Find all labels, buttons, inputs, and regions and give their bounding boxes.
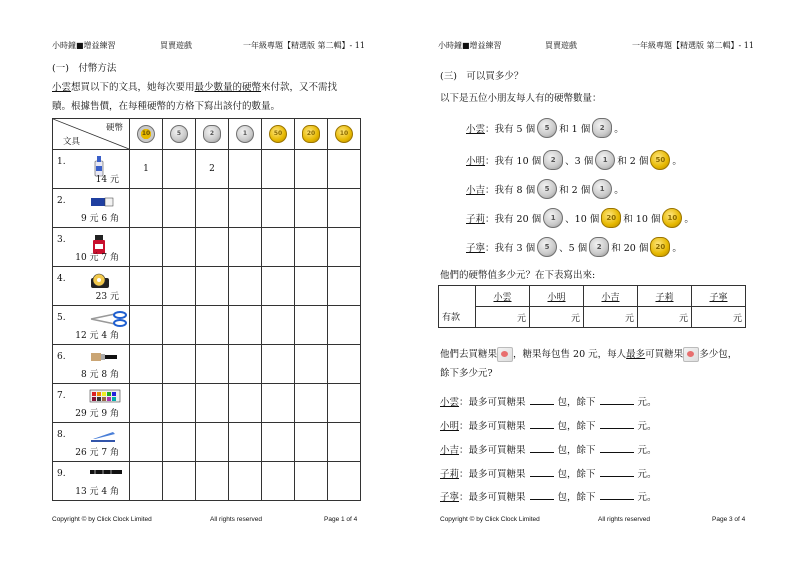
- coin-count-cell[interactable]: [295, 189, 328, 228]
- coin-count-cell[interactable]: [262, 228, 295, 267]
- instructions-text-3: 贖。根據售價，在每種硬幣的方格下寫出該付的數量。: [52, 101, 281, 112]
- table-row: [53, 384, 361, 423]
- coin-count-cell[interactable]: [328, 189, 361, 228]
- pack-text: 包，餘下: [557, 445, 596, 456]
- footer-copyright: Copyright © by Click Clock Limited: [52, 516, 152, 523]
- kid-coin-text: ：我有 8 個: [485, 185, 536, 196]
- kid-coin-line: [466, 150, 682, 170]
- footer-rights: All rights reserved: [210, 516, 263, 523]
- corner-label-items: 文具: [63, 137, 81, 147]
- ten-cent-coin-icon: 10: [335, 125, 353, 143]
- candy-answer-line: [440, 489, 657, 503]
- coin-count-cell[interactable]: [163, 462, 196, 501]
- item-price: 14 元: [95, 175, 119, 185]
- instructions-text-2: 來付款，又不需找: [261, 82, 338, 93]
- corner-label-coins: 硬幣: [105, 123, 123, 133]
- coin-column-header: [130, 119, 163, 150]
- sum-table-name: 小吉: [601, 292, 620, 303]
- candy-answer-line: [440, 394, 657, 408]
- sum-table-name: 子莉: [655, 292, 674, 303]
- table-row: [53, 189, 361, 228]
- header-left: 小時鐘■增益練習: [438, 41, 502, 50]
- item-cell: [53, 345, 130, 384]
- kid-coin-text: 和 10 個: [623, 214, 661, 225]
- coin-2-icon: 2: [543, 150, 563, 170]
- kid-coin-line: [466, 208, 694, 228]
- sum-table-header-cell: [638, 286, 692, 307]
- kid-name: 小吉: [440, 445, 460, 456]
- sum-unit: 元: [570, 313, 580, 324]
- coin-count-cell[interactable]: [196, 306, 229, 345]
- coin-count-cell[interactable]: [328, 150, 361, 189]
- item-cell: [53, 189, 130, 228]
- item-price: 29 元 9 角: [75, 409, 119, 419]
- coin-1-icon: 1: [592, 179, 612, 199]
- coin-count-cell[interactable]: [262, 423, 295, 462]
- item-cell: [53, 462, 130, 501]
- coin-count-cell[interactable]: [262, 267, 295, 306]
- kid-name: 子莉: [466, 214, 486, 225]
- coin-count-cell[interactable]: [295, 150, 328, 189]
- coin-count-cell[interactable]: [229, 228, 262, 267]
- coin-column-header: [229, 119, 262, 150]
- candy-icon: [683, 347, 699, 362]
- coin-count-cell[interactable]: [163, 384, 196, 423]
- table-row: [53, 228, 361, 267]
- candy-question-text-1: 他們去買糖果: [440, 349, 498, 360]
- packs-answer-blank[interactable]: [530, 499, 554, 500]
- kid-coin-text: 。: [614, 124, 624, 135]
- coin-column-header: [163, 119, 196, 150]
- item-cell: [53, 267, 130, 306]
- coin-count-cell[interactable]: [196, 189, 229, 228]
- coin-count-cell[interactable]: [295, 228, 328, 267]
- coin-count-cell[interactable]: [295, 423, 328, 462]
- kid-name: 子莉: [440, 469, 460, 480]
- kid-name: 小吉: [466, 185, 486, 196]
- coin-count-cell[interactable]: [229, 267, 262, 306]
- coin-5-icon: 5: [537, 179, 557, 199]
- kid-coin-line: [466, 179, 624, 199]
- item-cell: [53, 228, 130, 267]
- item-price: 10 元 7 角: [75, 253, 119, 263]
- footer-page: Page 1 of 4: [324, 516, 358, 523]
- coin-count-cell[interactable]: [196, 345, 229, 384]
- candy-answer-line: [440, 418, 657, 432]
- footer-rights: All rights reserved: [598, 516, 651, 523]
- kid-coin-text: 和 1 個: [559, 124, 591, 135]
- coin-count-cell[interactable]: [229, 150, 262, 189]
- coin-column-header: [295, 119, 328, 150]
- table-row: [53, 345, 361, 384]
- remaining-answer-blank[interactable]: [600, 476, 634, 477]
- sum-question: 他們的硬幣值多少元？在下表寫出來:: [440, 270, 596, 281]
- coin-count-cell[interactable]: [229, 306, 262, 345]
- coin-count-cell[interactable]: [262, 306, 295, 345]
- fifty-cent-coin-icon: 50: [269, 125, 287, 143]
- footer-copyright: Copyright © by Click Clock Limited: [440, 516, 540, 523]
- item-price: 26 元 7 角: [75, 448, 119, 458]
- item-number: 2.: [57, 196, 66, 206]
- sum-answer-cell[interactable]: [638, 307, 692, 328]
- coin-count-cell[interactable]: [295, 462, 328, 501]
- coin-count-cell[interactable]: [262, 462, 295, 501]
- table-row: [53, 306, 361, 345]
- sum-unit: 元: [678, 313, 688, 324]
- item-number: 6.: [57, 352, 66, 362]
- kid-coin-text: ：我有 3 個: [485, 243, 536, 254]
- kid-name: 子寧: [440, 492, 460, 503]
- coin-count-cell[interactable]: [229, 384, 262, 423]
- coin-count-cell[interactable]: [328, 462, 361, 501]
- sum-table-corner: [439, 286, 476, 307]
- pack-text: 包，餘下: [557, 421, 596, 432]
- table-row: [53, 462, 361, 501]
- item-cell: [53, 150, 130, 189]
- yuan-text: 元。: [637, 492, 657, 503]
- coin-count-cell[interactable]: [262, 345, 295, 384]
- yuan-text: 元。: [637, 469, 657, 480]
- item-number: 9.: [57, 469, 66, 479]
- coin-count-cell[interactable]: [163, 345, 196, 384]
- item-number: 4.: [57, 274, 66, 284]
- coin-count-cell[interactable]: 1: [130, 150, 163, 189]
- coin-count-cell[interactable]: [130, 189, 163, 228]
- candy-answer-line: [440, 442, 657, 456]
- item-cell: [53, 423, 130, 462]
- coin-column-header: [262, 119, 295, 150]
- sum-answer-cell[interactable]: [692, 307, 746, 328]
- sum-table-header-cell: [584, 286, 638, 307]
- remaining-answer-blank[interactable]: [600, 428, 634, 429]
- instructions-text-1: 想買以下的文具，她每次要用: [71, 82, 195, 93]
- instructions: [52, 78, 362, 116]
- kid-name: 小雲: [440, 397, 460, 408]
- header-right: 一年級專題【精選版 第二輯】- 11: [632, 41, 754, 50]
- sum-table-header-cell: [476, 286, 530, 307]
- packs-answer-blank[interactable]: [530, 452, 554, 453]
- coin-count-cell[interactable]: [295, 267, 328, 306]
- coin-2-icon: 2: [589, 237, 609, 257]
- sum-unit: 元: [624, 313, 634, 324]
- kid-name: 小明: [466, 156, 486, 167]
- kid-name: 小雲: [466, 124, 486, 135]
- coin-count-cell[interactable]: [229, 189, 262, 228]
- kid-coin-line: [466, 237, 682, 257]
- coin-1-icon: 1: [595, 150, 615, 170]
- kid-coin-text: 。: [672, 243, 682, 254]
- instructions-emphasis: 最少數量的硬幣: [194, 82, 262, 93]
- coin-count-cell[interactable]: [229, 345, 262, 384]
- yuan-text: 元。: [637, 445, 657, 456]
- item-cell: [53, 384, 130, 423]
- coin-5-icon: 5: [537, 118, 557, 138]
- coin-count-cell[interactable]: [295, 345, 328, 384]
- item-price: 12 元 4 角: [75, 331, 119, 341]
- candy-icon: [497, 347, 513, 362]
- coin-count-cell[interactable]: [328, 306, 361, 345]
- table-row: [53, 423, 361, 462]
- kid-coin-text: 。: [684, 214, 694, 225]
- coin-count-cell[interactable]: [328, 345, 361, 384]
- coin-count-cell[interactable]: [295, 384, 328, 423]
- sum-unit: 元: [516, 313, 526, 324]
- packs-answer-blank[interactable]: [530, 404, 554, 405]
- one-dollar-coin-icon: 1: [236, 125, 254, 143]
- table-row: [53, 267, 361, 306]
- pack-text: 包，餘下: [557, 492, 596, 503]
- kid-coin-text: 和 20 個: [611, 243, 649, 254]
- paintbrush-icon: [89, 350, 119, 367]
- coin-20-icon: 20: [650, 237, 670, 257]
- sum-answer-cell[interactable]: [476, 307, 530, 328]
- header-right: 一年級專題【精選版 第二輯】- 11: [243, 41, 365, 50]
- kid-coin-text: 。: [672, 156, 682, 167]
- kid-coin-text: ：我有 20 個: [485, 214, 542, 225]
- sum-table-header-cell: [530, 286, 584, 307]
- coin-count-cell[interactable]: [328, 228, 361, 267]
- coin-count-cell[interactable]: [196, 384, 229, 423]
- coin-count-cell[interactable]: [163, 189, 196, 228]
- kid-coin-line: [466, 118, 624, 138]
- coin-count-cell[interactable]: [262, 384, 295, 423]
- coin-count-cell[interactable]: [229, 462, 262, 501]
- buy-text: ：最多可買糖果: [459, 469, 526, 480]
- coin-count-cell[interactable]: [163, 150, 196, 189]
- coin-count-cell[interactable]: [130, 306, 163, 345]
- coin-count-cell[interactable]: [130, 423, 163, 462]
- ten-dollar-coin-icon: 10: [137, 125, 155, 143]
- item-price: 13 元 4 角: [75, 487, 119, 497]
- kid-coin-text: 和 2 個: [559, 185, 591, 196]
- item-cell: [53, 306, 130, 345]
- coin-count-cell[interactable]: [262, 189, 295, 228]
- coin-count-cell[interactable]: [130, 228, 163, 267]
- candy-answer-line: [440, 466, 657, 480]
- twenty-cent-coin-icon: 20: [302, 125, 320, 143]
- remaining-answer-blank[interactable]: [600, 499, 634, 500]
- kid-name: 小明: [440, 421, 460, 432]
- coin-count-cell[interactable]: [196, 267, 229, 306]
- remaining-answer-blank[interactable]: [600, 404, 634, 405]
- pack-text: 包，餘下: [557, 397, 596, 408]
- coin-count-cell[interactable]: [130, 462, 163, 501]
- section-title: (三) 可以買多少？: [440, 71, 524, 82]
- coin-1-icon: 1: [543, 208, 563, 228]
- coin-count-cell[interactable]: [130, 345, 163, 384]
- coin-10-icon: 10: [662, 208, 682, 228]
- paint-set-icon: [89, 389, 121, 406]
- coin-count-cell[interactable]: [229, 423, 262, 462]
- yuan-text: 元。: [637, 421, 657, 432]
- kid-name: 子寧: [466, 243, 486, 254]
- coin-count-cell[interactable]: [328, 423, 361, 462]
- candy-question-emphasis: 最多: [626, 349, 646, 360]
- header-center: 買賣遊戲: [545, 41, 577, 50]
- kid-coin-text: 和 2 個: [617, 156, 649, 167]
- worksheet-page-right: [400, 0, 800, 566]
- coin-column-header: [328, 119, 361, 150]
- packs-answer-blank[interactable]: [530, 428, 554, 429]
- coin-count-cell[interactable]: [163, 228, 196, 267]
- item-number: 8.: [57, 430, 66, 440]
- sum-answer-cell[interactable]: [530, 307, 584, 328]
- sum-answer-cell[interactable]: [584, 307, 638, 328]
- candy-question-text-3: 可買糖果: [645, 349, 684, 360]
- table-corner-header: [53, 119, 130, 150]
- section-title: (一) 付幣方法: [52, 63, 117, 74]
- kid-coin-text: 、3 個: [565, 156, 594, 167]
- item-number: 5.: [57, 313, 66, 323]
- coin-count-cell[interactable]: [163, 267, 196, 306]
- two-dollar-coin-icon: 2: [203, 125, 221, 143]
- coin-payment-table: [52, 118, 361, 501]
- coin-count-cell[interactable]: [196, 228, 229, 267]
- buy-text: ：最多可買糖果: [459, 492, 526, 503]
- sum-table-header-cell: [692, 286, 746, 307]
- footer-page: Page 3 of 4: [712, 516, 746, 523]
- item-price: 9 元 6 角: [80, 214, 119, 224]
- candy-question-text-5: 餘下多少元?: [440, 368, 493, 379]
- item-number: 3.: [57, 235, 66, 245]
- coin-2-icon: 2: [592, 118, 612, 138]
- coin-count-cell[interactable]: [196, 462, 229, 501]
- kid-coin-text: 。: [614, 185, 624, 196]
- header-left: 小時鐘■增益練習: [52, 41, 116, 50]
- packs-answer-blank[interactable]: [530, 476, 554, 477]
- item-number: 1.: [57, 157, 66, 167]
- sum-table-name: 子寧: [709, 292, 728, 303]
- kid-coin-text: 、5 個: [559, 243, 588, 254]
- kid-coin-text: ：我有 10 個: [485, 156, 542, 167]
- instructions-name: 小雲: [52, 82, 72, 93]
- candy-question: [440, 345, 760, 383]
- buy-text: ：最多可買糖果: [459, 421, 526, 432]
- yuan-text: 元。: [637, 397, 657, 408]
- sum-table-name: 小明: [547, 292, 566, 303]
- coin-count-cell[interactable]: [262, 150, 295, 189]
- item-number: 7.: [57, 391, 66, 401]
- coins-intro: 以下是五位小朋友每人有的硬幣數量：: [440, 93, 602, 104]
- ruler-icon: [89, 467, 123, 480]
- buy-text: ：最多可買糖果: [459, 397, 526, 408]
- coin-20-icon: 20: [601, 208, 621, 228]
- pack-text: 包，餘下: [557, 469, 596, 480]
- kid-coin-text: ：我有 5 個: [485, 124, 536, 135]
- buy-text: ：最多可買糖果: [459, 445, 526, 456]
- coin-count-cell[interactable]: [130, 384, 163, 423]
- coin-50-icon: 50: [650, 150, 670, 170]
- sum-unit: 元: [732, 313, 742, 324]
- coin-count-cell[interactable]: [328, 267, 361, 306]
- candy-question-text-2: ，糖果每包售 20 元，每人: [513, 349, 627, 360]
- coin-column-header: [196, 119, 229, 150]
- coin-count-cell[interactable]: [196, 423, 229, 462]
- coin-count-cell[interactable]: [328, 384, 361, 423]
- table-row: [53, 150, 361, 189]
- item-price: 8 元 8 角: [80, 370, 119, 380]
- item-price: 23 元: [95, 292, 119, 302]
- candy-question-text-4: 多少包，: [699, 349, 738, 360]
- coin-count-cell[interactable]: [295, 306, 328, 345]
- sum-table-row-label: 有款: [439, 307, 476, 328]
- remaining-answer-blank[interactable]: [600, 452, 634, 453]
- sum-table-name: 小雲: [493, 292, 512, 303]
- kid-coin-text: 、10 個: [565, 214, 600, 225]
- header-center: 買賣遊戲: [160, 41, 192, 50]
- coin-count-cell[interactable]: [130, 267, 163, 306]
- coin-count-cell[interactable]: [163, 423, 196, 462]
- five-dollar-coin-icon: 5: [170, 125, 188, 143]
- coin-total-table: [438, 285, 746, 328]
- coin-5-icon: 5: [537, 237, 557, 257]
- coin-count-cell[interactable]: [163, 306, 196, 345]
- coin-count-cell[interactable]: 2: [196, 150, 229, 189]
